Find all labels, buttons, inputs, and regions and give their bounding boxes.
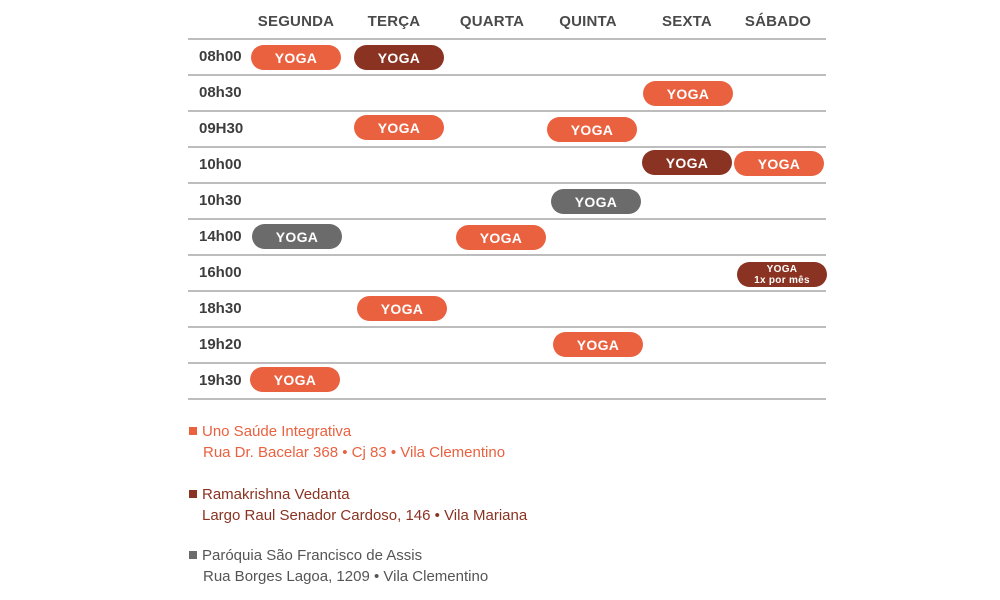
row-divider: [188, 146, 826, 148]
day-header-quinta: QUINTA: [559, 13, 617, 30]
day-header-sexta: SEXTA: [662, 13, 712, 30]
class-pill-sexta-0830[interactable]: YOGA: [643, 81, 733, 106]
day-header-sabado: SÁBADO: [744, 13, 812, 30]
row-divider: [188, 38, 826, 40]
time-label: 10h30: [199, 191, 242, 209]
class-pill-terca-0800[interactable]: YOGA: [354, 45, 444, 70]
schedule-row: [188, 290, 826, 326]
schedule-row: [188, 110, 826, 146]
class-pill-sexta-1000[interactable]: YOGA: [642, 150, 732, 175]
location-address: Largo Raul Senador Cardoso, 146 • Vila Mariana: [202, 507, 528, 524]
location-address: Rua Dr. Bacelar 368 • Cj 83 • Vila Clementino: [203, 444, 506, 461]
gray-square-icon: [189, 551, 197, 559]
table-bottom-divider: [188, 398, 826, 400]
row-divider: [188, 110, 826, 112]
class-pill-segunda-0800[interactable]: YOGA: [251, 45, 341, 70]
time-label: 08h00: [199, 47, 242, 65]
day-header-quarta: QUARTA: [459, 13, 525, 30]
time-label: 10h00: [199, 155, 242, 173]
time-label: 08h30: [199, 83, 242, 101]
row-divider: [188, 182, 826, 184]
class-pill-label: YOGA: [766, 263, 798, 275]
class-pill-quinta-1920[interactable]: YOGA: [553, 332, 643, 357]
class-pill-segunda-1930[interactable]: YOGA: [250, 367, 340, 392]
class-pill-segunda-1400[interactable]: YOGA: [252, 224, 342, 249]
schedule-row: [188, 326, 826, 362]
day-header-segunda: SEGUNDA: [257, 13, 335, 30]
row-divider: [188, 74, 826, 76]
class-pill-terca-0930[interactable]: YOGA: [354, 115, 444, 140]
time-label: 18h30: [199, 299, 242, 317]
time-label: 09H30: [199, 119, 244, 137]
location-name: Paróquia São Francisco de Assis: [189, 545, 488, 566]
row-divider: [188, 362, 826, 364]
class-pill-note: 1x por mês: [754, 274, 810, 286]
class-pill-quarta-1400[interactable]: YOGA: [456, 225, 546, 250]
time-label: 14h00: [199, 227, 242, 245]
row-divider: [188, 326, 826, 328]
class-pill-quinta-1030[interactable]: YOGA: [551, 189, 641, 214]
location-address: Rua Borges Lagoa, 1209 • Vila Clementino: [203, 568, 489, 585]
time-label: 19h20: [199, 335, 242, 353]
schedule-row: [188, 182, 826, 218]
row-divider: [188, 254, 826, 256]
row-divider: [188, 218, 826, 220]
location-uno-saude: [189, 421, 505, 463]
location-name: Uno Saúde Integrativa: [189, 421, 505, 442]
day-header-terca: TERÇA: [367, 13, 421, 30]
row-divider: [188, 290, 826, 292]
brown-square-icon: [189, 490, 197, 498]
location-ramakrishna: [189, 484, 527, 526]
orange-square-icon: [189, 427, 197, 435]
location-name: Ramakrishna Vedanta: [189, 484, 527, 505]
class-pill-terca-1830[interactable]: YOGA: [357, 296, 447, 321]
class-pill-sabado-1000[interactable]: YOGA: [734, 151, 824, 176]
time-label: 19h30: [199, 371, 242, 389]
class-pill-sabado-1600[interactable]: [737, 262, 827, 287]
location-paroquia: [189, 545, 488, 587]
class-pill-quinta-0930[interactable]: YOGA: [547, 117, 637, 142]
schedule-row: [188, 254, 826, 290]
time-label: 16h00: [199, 263, 242, 281]
